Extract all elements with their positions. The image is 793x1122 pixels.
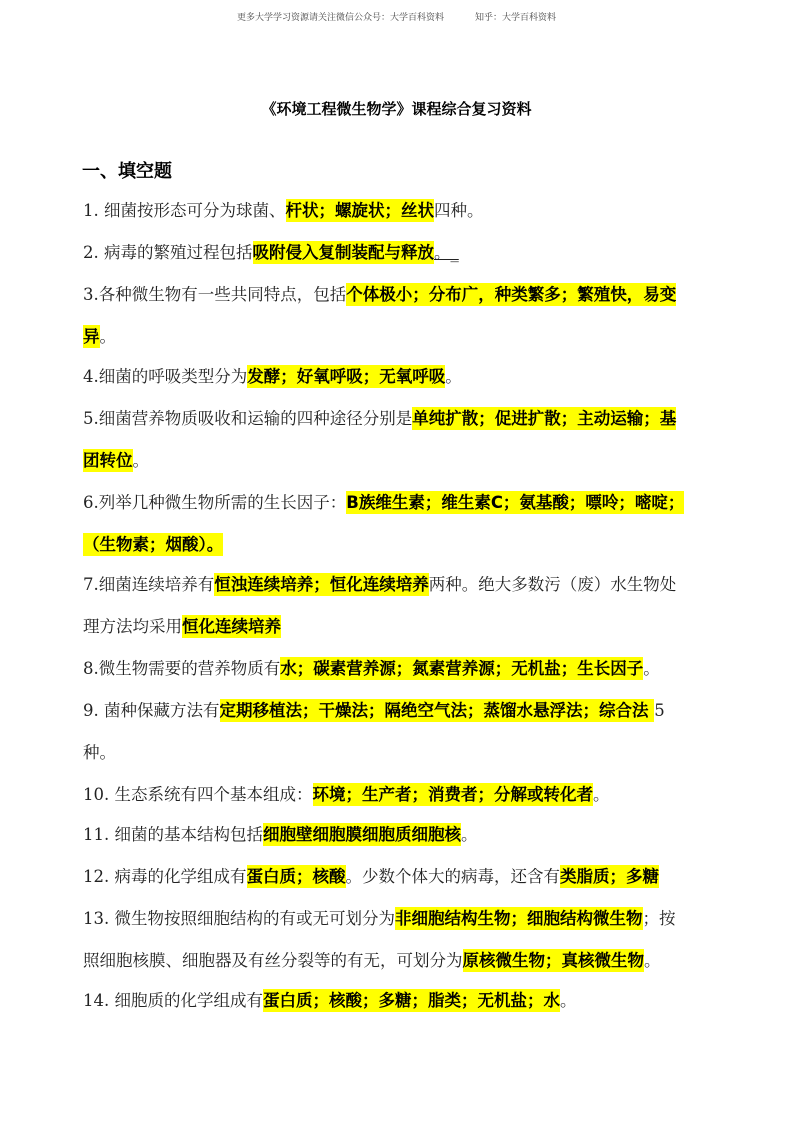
text-line <box>83 656 713 682</box>
text-line <box>83 782 713 808</box>
answer-highlight: 单纯扩散；促进扩散；主动运输；基 <box>412 409 677 428</box>
question-text: 四种。 <box>434 201 484 220</box>
answer-highlight: 恒浊连续培养；恒化连续培养 <box>214 575 429 594</box>
answer-highlight: 个体极小；分布广，种类繁多；繁殖快，易变 <box>346 285 677 304</box>
question-text: 6.列举几种微生物所需的生长因子： <box>83 493 347 512</box>
question-text: 2. 病毒的繁殖过程包括 <box>83 243 253 262</box>
answer-highlight: 类脂质；多糖 <box>560 867 659 886</box>
text-line <box>83 614 713 640</box>
question-text: 。 <box>593 785 610 804</box>
question-text: 。 <box>445 367 462 386</box>
answer-highlight: 非细胞结构生物；细胞结构微生物 <box>395 909 643 928</box>
text-line <box>83 490 713 516</box>
question-text: 。少数个体大的病毒，还含有 <box>345 867 560 886</box>
question-text: 5.细菌营养物质吸收和运输的四种途径分别是 <box>83 409 413 428</box>
question-text: 。 <box>643 659 660 678</box>
text-line <box>83 822 713 848</box>
answer-highlight: B族维生素；维生素C；氨基酸；嘌呤；嘧啶； <box>346 493 685 512</box>
question-text: 5 <box>654 701 665 720</box>
text-line <box>83 324 713 350</box>
question-text: 9. 菌种保藏方法有 <box>83 701 220 720</box>
answer-highlight: 蛋白质；核酸；多糖；脂类；无机盐；水 <box>263 991 560 1010</box>
question-text: 13. 微生物按照细胞结构的有或无可划分为 <box>83 909 395 928</box>
question-text: 两种。绝大多数污（废）水生物处 <box>428 575 677 594</box>
text-line <box>83 240 713 266</box>
question-text: 10. 生态系统有四个基本组成： <box>83 785 313 804</box>
text-line <box>83 282 713 308</box>
question-text: 4.细菌的呼吸类型分为 <box>83 367 248 386</box>
answer-highlight: 杆状；螺旋状；丝状 <box>285 201 434 220</box>
text-line <box>83 406 713 432</box>
question-text: 14. 细胞质的化学组成有 <box>83 991 263 1010</box>
answer-highlight: 细胞壁细胞膜细胞质细胞核 <box>263 825 461 844</box>
document-title: 《环境工程微生物学》课程综合复习资料 <box>261 100 532 118</box>
text-line <box>83 532 713 558</box>
text-line <box>83 448 713 474</box>
text-line <box>83 906 713 932</box>
section-heading: 一、填空题 <box>82 161 172 182</box>
answer-highlight: 水；碳素营养源；氮素营养源；无机盐；生长因子 <box>280 659 644 678</box>
question-text: 12. 病毒的化学组成有 <box>83 867 247 886</box>
text-line <box>83 948 713 974</box>
question-text: 。 <box>461 825 478 844</box>
answer-highlight: 蛋白质；核酸 <box>246 867 346 886</box>
question-text: 种。 <box>83 743 116 762</box>
question-text: 。_ <box>434 243 459 262</box>
answer-highlight: 异 <box>83 327 100 346</box>
question-text: 理方法均采用 <box>83 617 182 636</box>
answer-highlight: 发酵；好氧呼吸；无氧呼吸 <box>247 367 446 386</box>
question-text: 11. 细菌的基本结构包括 <box>83 825 263 844</box>
question-text: 。 <box>644 951 661 970</box>
question-text: 。 <box>99 327 116 346</box>
question-text: 8.微生物需要的营养物质有 <box>83 659 281 678</box>
text-line <box>83 988 713 1014</box>
question-text: ；按 <box>642 909 676 928</box>
question-text: 照细胞核膜、细胞器及有丝分裂等的有无，可划分为 <box>83 951 463 970</box>
answer-highlight: 团转位 <box>83 451 133 470</box>
text-line <box>83 698 713 724</box>
answer-highlight: 吸附侵入复制装配与释放 <box>252 243 434 262</box>
answer-highlight: 定期移植法；干燥法；隔绝空气法；蒸馏水悬浮法；综合法 <box>219 701 655 720</box>
page-header <box>0 10 793 23</box>
text-line <box>83 198 713 224</box>
question-text: 7.细菌连续培养有 <box>83 575 215 594</box>
text-line <box>83 864 713 890</box>
question-text: 。 <box>560 991 577 1010</box>
answer-highlight: 原核微生物；真核微生物 <box>462 951 644 970</box>
text-line <box>83 572 713 598</box>
answer-highlight: （生物素；烟酸）。 <box>83 535 224 554</box>
text-line <box>83 364 713 390</box>
text-line <box>83 740 713 766</box>
header-zhihu-note: 知乎：大学百科资料 <box>474 13 556 23</box>
header-wechat-note: 更多大学学习资源请关注微信公众号：大学百科资料 <box>237 13 445 23</box>
question-text: 。 <box>132 451 149 470</box>
answer-highlight: 环境；生产者；消费者；分解或转化者 <box>312 785 593 804</box>
answer-highlight: 恒化连续培养 <box>182 617 281 636</box>
question-text: 1. 细菌按形态可分为球菌、 <box>83 201 286 220</box>
question-text: 3.各种微生物有一些共同特点，包括 <box>83 285 347 304</box>
